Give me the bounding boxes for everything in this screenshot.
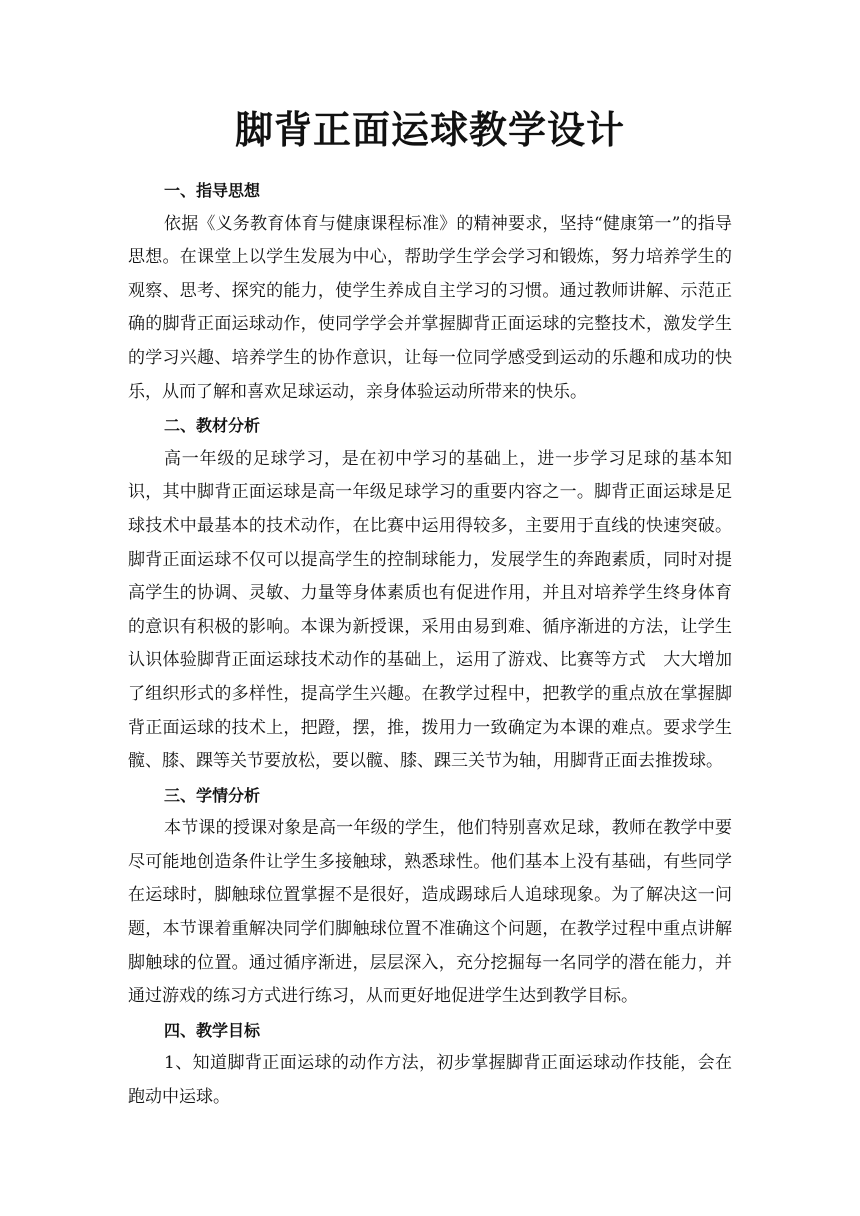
section-heading-guiding-ideology: 一、指导思想 xyxy=(164,181,261,200)
section-paragraph: 本节课的授课对象是高一年级的学生，他们特别喜欢足球，教师在教学中要尽可能地创造条件让学生多接触球，熟悉球性。他们基本上没有基础，有些同学在运球时，脚触球位置掌握不是很好，造成踢球后人追球现象。为了解决这一问题，本节课着重解决同学们脚触球位置不准确这个问题，在教学过程中重点讲解脚触球的位置。通过循序渐进，层层深入，充分挖掘每一名同学的潜在能力，并通过游戏的练习方式进行练习，从而更好地促进学生达到教学目标。 xyxy=(128,818,732,1007)
section-paragraph: 1、知道脚背正面运球的动作方法，初步掌握脚背正面运球动作技能，会在跑动中运球。 xyxy=(128,1053,732,1108)
document-body xyxy=(128,174,732,1115)
section-paragraph: 依据《义务教育体育与健康课程标准》的精神要求，坚持“健康第一”的指导思想。在课堂上以学生发展为中心，帮助学生学会学习和锻炼，努力培养学生的观察、思考、探究的能力，使学生养成自主学习的习惯。通过教师讲解、示范正确的脚背正面运球动作，使同学学会并掌握脚背正面运球的完整技术，激发学生的学习兴趣、培养学生的协作意识，让每一位同学感受到运动的乐趣和成功的快乐，从而了解和喜欢足球运动，亲身体验运动所带来的快乐。 xyxy=(128,213,732,402)
section-heading-student-analysis: 三、学情分析 xyxy=(164,785,261,805)
section-heading-textbook-analysis: 二、教材分析 xyxy=(164,416,261,436)
section-paragraph: 高一年级的足球学习，是在初中学习的基础上，进一步学习足球的基本知识，其中脚背正面运球是高一年级足球学习的重要内容之一。脚背正面运球是足球技术中最基本的技术动作，在比赛中运用得较多，主要用于直线的快速突破。脚背正面运球不仅可以提高学生的控制球能力，发展学生的奔跑素质，同时对提高学生的协调、灵敏、力量等身体素质也有促进作用，并且对培养学生终身体育的意识有积极的影响。本课为新授课，采用由易到难、循序渐进的方法，让学生认识体验脚背正面运球技术动作的基础上，运用了游戏、比赛等方式 大大增加了组织形式的多样性，提高学生兴趣。在教学过程中，把教学的重点放在掌握脚背正面运球的技术上，把蹬，摆，推，拨用力一致确定为本课的难点。要求学生髋、膝、踝等关节要放松，要以髋、膝、踝三关节为轴，用脚背正面去推拨球。 xyxy=(128,448,732,772)
section-heading-teaching-objectives: 四、教学目标 xyxy=(164,1020,261,1040)
document-title: 脚背正面运球教学设计 xyxy=(234,107,625,152)
